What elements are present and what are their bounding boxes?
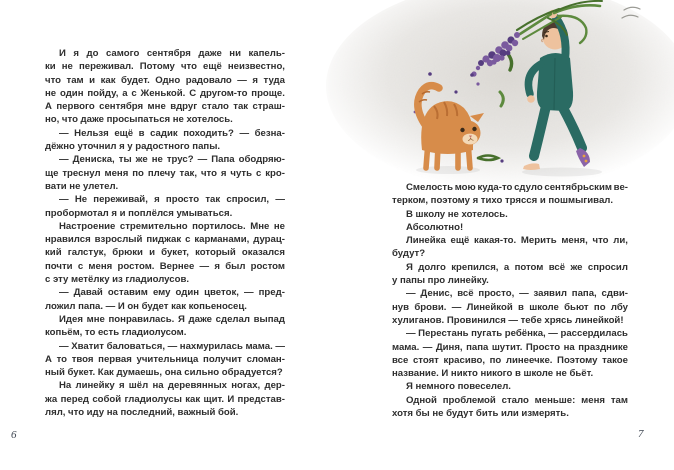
text-line: мама. — Диня, папа шутит. Просто на празднике	[392, 341, 628, 353]
illustration-boy-cat-gladiolus	[318, 0, 674, 190]
text-line: но, что даже просыпаться не хотелось.	[45, 114, 233, 126]
text-line: ложил папа. — И он будет как копьеносец.	[45, 300, 247, 312]
text-line: название. И никто никого в школе не бьёт.	[392, 368, 594, 380]
text-line: Смелость мою куда-то сдуло сентябрьским ве-	[406, 182, 628, 193]
text-line: не один пойду, а с Женькой. С другом-то проще.	[45, 87, 285, 99]
text-line: хулиганов. Провинился — тебе хрясь линейкой!	[392, 314, 624, 326]
text-line: — Не переживай, я просто так спросил, —	[59, 194, 285, 206]
text-line: ки не переживал. Потому что ещё неизвестно,	[45, 61, 285, 73]
text-line: дёжно уточнил я у радостного папы.	[45, 141, 221, 153]
text-line: нравился взрослый пиджак с карманами, дурац-	[45, 234, 285, 246]
right-page-text	[392, 181, 628, 420]
text-line: — Нельзя ещё в садик походить? — безна-	[59, 127, 285, 139]
text-line: А то твоя первая учительница получит сломан-	[45, 353, 285, 365]
text-line: ный букет. Как думаешь, она сильно обрадуется?	[45, 367, 283, 379]
cat-eye	[472, 127, 476, 131]
page-number-right: 7	[638, 428, 644, 440]
text-line: что там и как будет. Одно радовало — я туда	[45, 74, 285, 86]
text-line: В школу не хотелось.	[406, 208, 508, 220]
boy-eye	[545, 35, 548, 38]
text-line: Линейка ещё какая-то. Мерить меня, что ли,	[406, 235, 628, 247]
text-line: А первого сентября мне вдруг стало так страш-	[45, 101, 285, 113]
text-line: жа перед собой гладиолусы как щит. И представ-	[45, 393, 285, 405]
text-line: терком, поэтому я тихо трясся и пошмыгивал.	[392, 195, 614, 207]
text-line: хотя бы не будут бить или измерять.	[392, 408, 569, 420]
text-line: Идея мне понравилась. Я даже сделал выпад	[59, 313, 285, 325]
page-number-left: 6	[11, 429, 17, 441]
text-line: кий галстук, брюки и букет, который оказался	[45, 247, 285, 259]
text-line: — Денис, всё просто, — заявил папа, сдви-	[406, 288, 628, 300]
text-line: — Перестань пугать ребёнка, — рассердилась	[406, 328, 628, 340]
text-line: с эту метёлку из гладиолусов.	[45, 274, 190, 286]
boy-left-hand	[527, 95, 535, 103]
text-line: вати не улетел.	[45, 180, 119, 192]
text-line: — Хватит баловаться, — нахмурилась мама. —	[59, 340, 285, 352]
text-line: — Дениска, ты же не трус? — Папа ободряю-	[59, 154, 285, 166]
text-line: у папы про линейку.	[392, 275, 489, 287]
text-line: Настроение стремительно портилось. Мне не	[59, 220, 285, 232]
text-line: Абсолютно!	[406, 221, 464, 233]
text-line: ще треснул меня по плечу так, что я чуть с кро-	[45, 167, 285, 179]
text-line: — Давай оставим ему один цветок, — пред-	[59, 287, 285, 299]
text-line: нув брови. — Линейкой в школе бьют по лбу	[392, 301, 628, 313]
left-page-text	[45, 47, 285, 419]
text-line: будут?	[392, 248, 426, 260]
text-line: И я до самого сентября даже ни капель-	[59, 48, 285, 59]
texture-background	[318, 0, 674, 190]
text-line: все стоят красиво, по линеечке. Поэтому такое	[392, 354, 628, 366]
cat-eye	[460, 128, 464, 132]
text-line: пробормотал я и поплёлся умываться.	[45, 207, 233, 219]
text-line: На линейку я шёл на деревянных ногах, дер-	[59, 380, 285, 392]
text-line: почти с меня ростом. Вернее — я был ростом	[45, 260, 285, 272]
text-line: копьём, то есть гладиолусом.	[45, 327, 187, 339]
text-line: Я немного повеселел.	[406, 381, 511, 393]
text-line: лял, что иду на последний, важный бой.	[45, 407, 239, 419]
text-line: Одной проблемой стало меньше: меня там	[406, 394, 628, 406]
text-line: Я долго крепился, а потом всё же спросил	[406, 261, 628, 273]
